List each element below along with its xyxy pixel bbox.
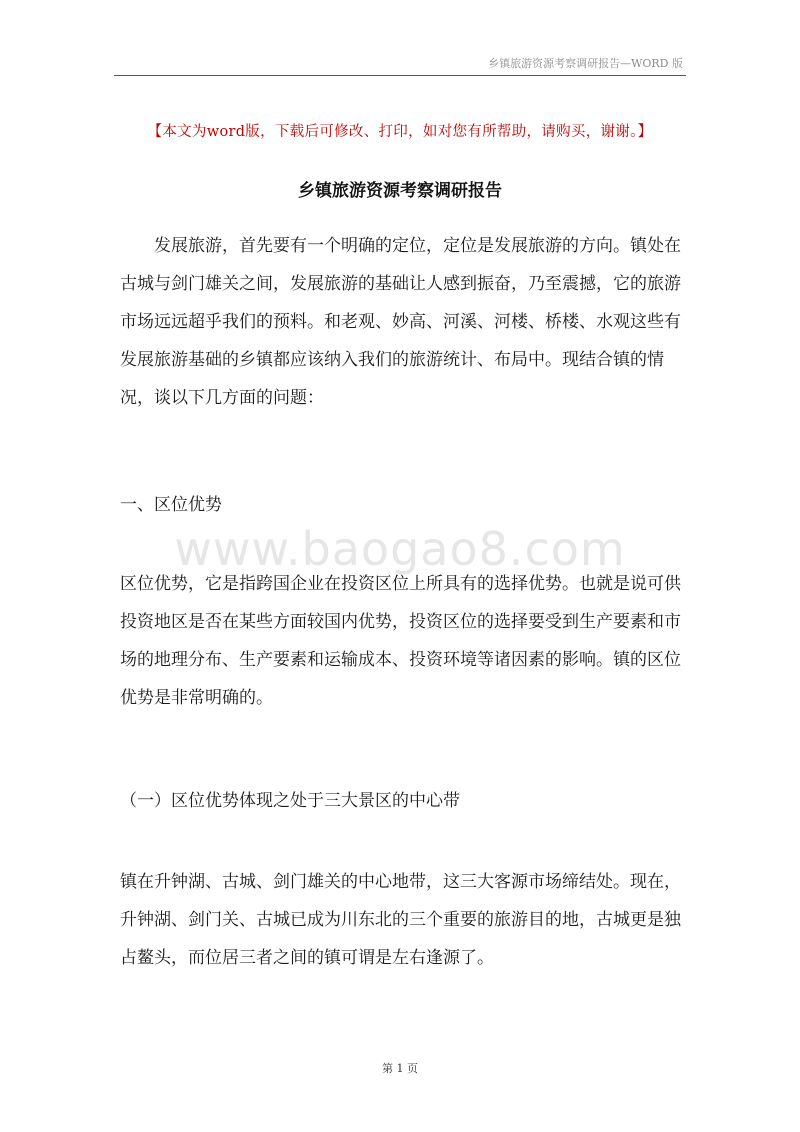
intro-paragraph: 发展旅游，首先要有一个明确的定位，定位是发展旅游的方向。镇处在古城与剑门雄关之间，发展旅游的基础让人感到振奋，乃至震撼，它的旅游市场远远超乎我们的预料。和老观、妙高、河溪、河楼、桥楼、水观这些有发展旅游基础的乡镇都应该纳入我们的旅游统计、布局中。现结合镇的情况，谈以下几方面的问题： [120, 236, 681, 408]
watermark: www.baogao8.com [174, 522, 626, 576]
subsection-heading-center-belt: （一）区位优势体现之处于三大景区的中心带 [120, 791, 460, 811]
page-number: 第 1 页 [382, 1062, 418, 1075]
download-notice: 【本文为word版，下载后可修改、打印，如对您有所帮助，请购买，谢谢。】 [147, 124, 653, 140]
header-rule [114, 75, 686, 76]
location-advantage-paragraph: 区位优势，它是指跨国企业在投资区位上所具有的选择优势。也就是说可供投资地区是否在某些方面较国内优势，投资区位的选择要受到生产要素和市场的地理分布、生产要素和运输成本、投资环境等诸因素的影响。镇的区位优势是非常明确的。 [120, 574, 681, 708]
center-belt-paragraph: 镇在升钟湖、古城、剑门雄关的中心地带，这三大客源市场缔结处。现在，升钟湖、剑门关、古城已成为川东北的三个重要的旅游目的地，古城更是独占鳌头，而位居三者之间的镇可谓是左右逢源了。 [120, 872, 681, 968]
header-text: 乡镇旅游资源考察调研报告—WORD 版 [488, 57, 683, 70]
document-title: 乡镇旅游资源考察调研报告 [298, 181, 502, 201]
section-heading-location-advantage: 一、区位优势 [120, 495, 222, 515]
